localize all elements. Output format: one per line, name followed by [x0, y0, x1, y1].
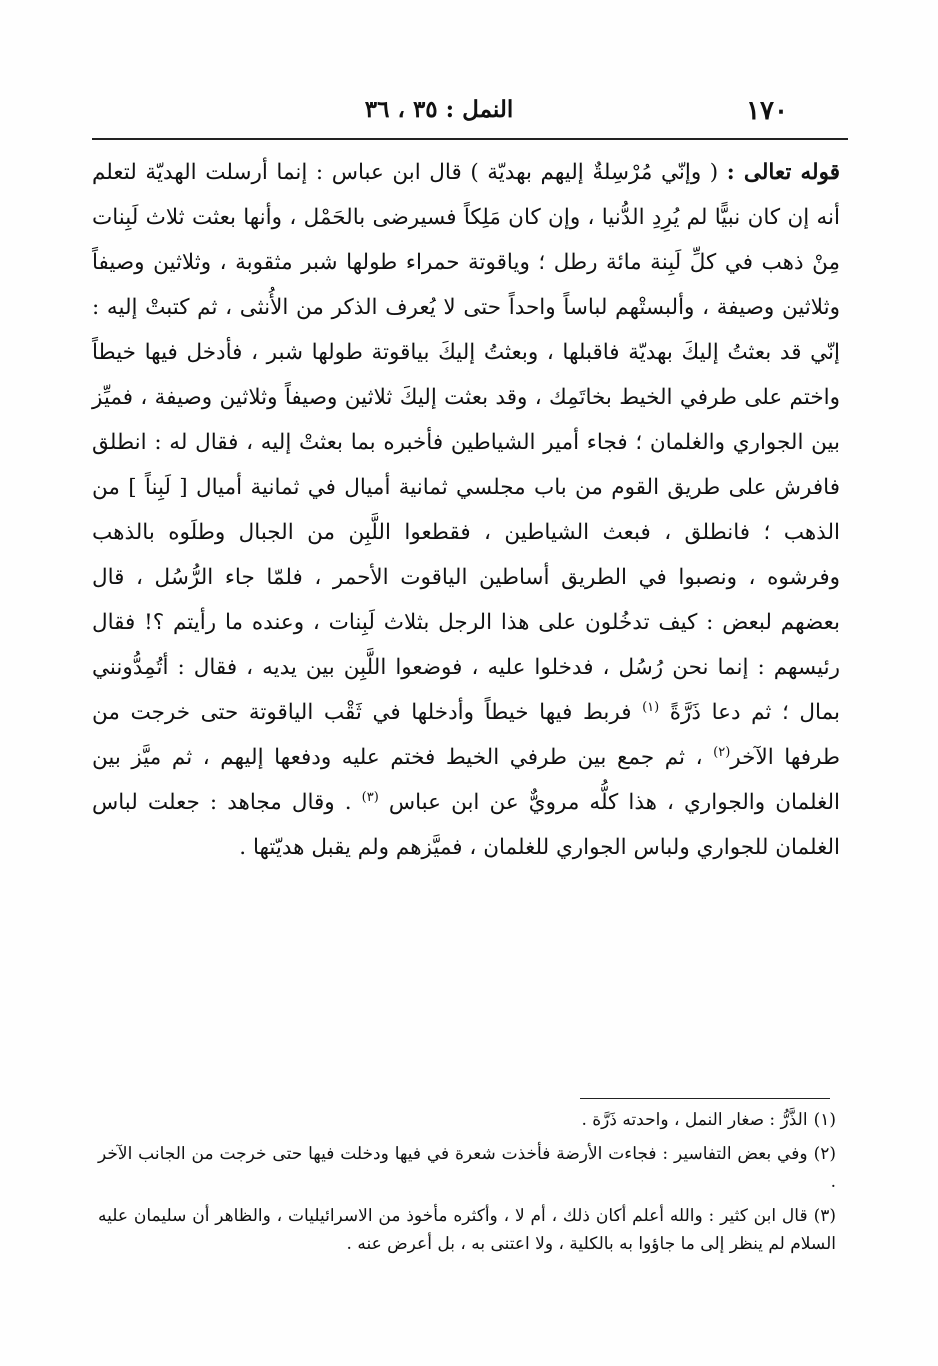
body-text-part-4: . وقال مجاهد : جعلت لباس الغلمان للجواري ولباس الجواري للغلمان ، فميَّزهم ولم يقبل هديّتها . — [92, 790, 840, 860]
main-text — [92, 150, 840, 870]
running-head: النمل : ٣٥ ، ٣٦ — [364, 96, 514, 123]
footnote-text: وفي بعض التفاسير : فجاءت الأرضة فأخذت شعرة في فيها ودخلت فيها حتى خرجت من الجانب الآخر . — [98, 1144, 836, 1192]
footnote-number: (٣) — [813, 1206, 836, 1226]
footnote-ref-1: (١) — [642, 699, 660, 715]
footnote-rule — [580, 1098, 830, 1099]
footnote-1 — [98, 1106, 836, 1134]
footnote-number: (٢) — [813, 1144, 836, 1164]
footnotes — [98, 1106, 836, 1264]
footnote-ref-2: (٢) — [713, 744, 731, 760]
body-text-part-2: فربط فيها خيطاً وأدخلها في ثَقْب الياقوتة حتى خرجت من طرفها الآخر — [92, 700, 840, 770]
verse-lead: قوله تعالى : — [726, 160, 840, 185]
header-rule — [92, 138, 848, 140]
footnote-ref-3: (٣) — [361, 789, 379, 805]
body-text-part-1: ( وإنّي مُرْسِلةٌ إليهم بهديّة ) قال ابن عباس : إنما أرسلت الهديّة لتعلم أنه إن كان نبيًّا لم يُرِدِ الدُّنيا ، وإن كان مَلِكاً فسيرضى بالحَمْل ، وأنها بعثت ثلاث لَبِنات مِنْ ذهب في كلِّ لَبِنة مائة رطل ؛ وياقوتة حمراء طولها شبر مثقوبة ، وثلاثين وصيفاً وثلاثين وصيفة ، وألبستْهم لباساً واحداً حتى لا يُعرف الذكر من الأُنثى ، ثم كتبتْ إليه : إنّي قد بعثتُ إليكَ بهديّة فاقبلها ، وبعثتُ إليكَ بياقوتة طولها شبر ، فأدخل فيها خيطاً واختم على طرفي الخيط بخاتَمِك ، وقد بعثت إليكَ ثلاثين وصيفاً وثلاثين وصيفة ، فميِّز بين الجواري والغلمان ؛ فجاء أمير الشياطين فأخبره بما بعثتْ إليه ، فقال له : انطلق فافرش على طريق القوم من باب مجلسي ثمانية أميال في ثمانية أميال [ لَبِناً ] من الذهب ؛ فانطلق ، فبعث الشياطين ، فقطعوا اللَّبِن من الجبال وطلَوه بالذهب وفرشوه ، ونصبوا في الطريق أساطين الياقوت الأحمر ، فلمّا جاء الرُّسُل ، قال بعضهم لبعض : كيف تدخُلون على هذا الرجل بثلاث لَبِنات ، وعنده ما رأيتم ؟! فقال رئيسهم : إنما نحن رُسُل ، فدخلوا عليه ، فوضعوا اللَّبِن بين يديه ، فقال : أتُمِدُّونني بمال ؛ ثم دعا ذَرَّةً — [92, 160, 840, 725]
footnote-3 — [98, 1202, 836, 1258]
footnote-2 — [98, 1140, 836, 1196]
footnote-number: (١) — [813, 1110, 836, 1130]
footnote-text: الذَّرُّ : صغار النمل ، واحدته ذَرَّة . — [581, 1110, 808, 1130]
page-number: ١٧٠ — [746, 96, 788, 126]
body-text-part-3: ، ثم جمع بين طرفي الخيط فختم عليه ودفعها إليهم ، ثم ميَّز بين الغلمان والجواري ، هذا كلُّه مرويٌّ عن ابن عباس — [92, 745, 840, 815]
footnote-text: قال ابن كثير : والله أعلم أكان ذلك ، أم لا ، وأكثره مأخوذ من الاسرائيليات ، والظاهر أن سليمان عليه السلام لم ينظر إلى ما جاؤوا به بالكلية ، ولا اعتنى به ، بل أعرض عنه . — [98, 1206, 836, 1254]
